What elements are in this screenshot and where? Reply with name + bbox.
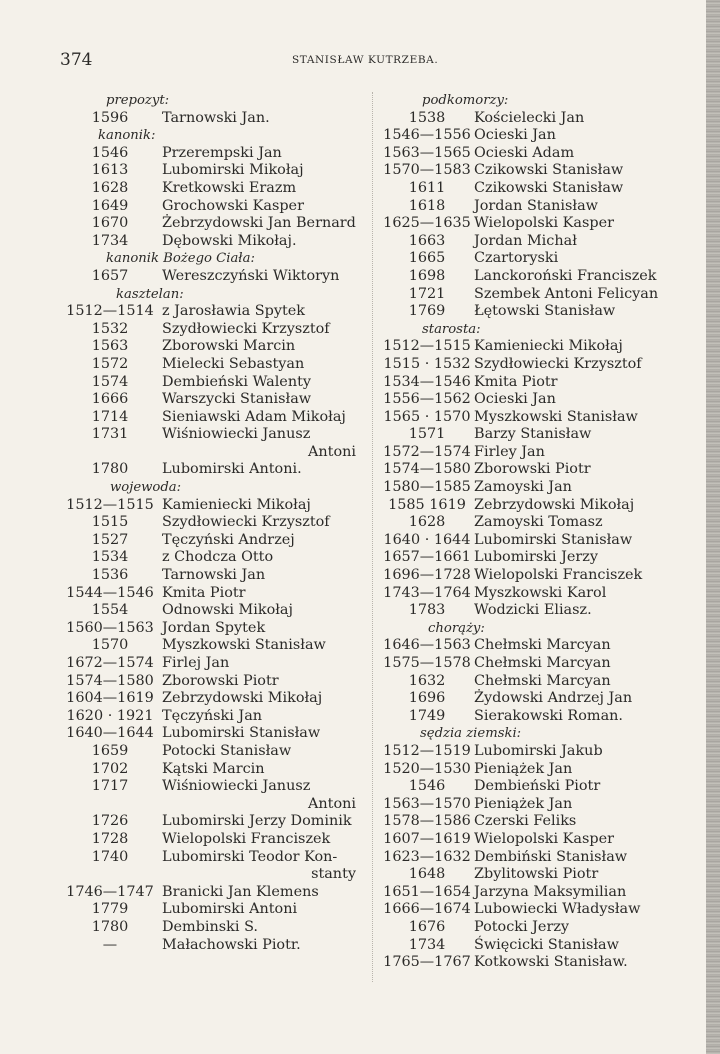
entry-year: 1556—1562 bbox=[383, 391, 471, 408]
entry-row bbox=[380, 901, 680, 919]
entry-year: 1714 bbox=[91, 408, 129, 425]
section-heading: kanonik: bbox=[98, 128, 156, 144]
entry-year: 1670 bbox=[91, 215, 129, 232]
entry-row bbox=[58, 426, 378, 444]
entry-row bbox=[380, 849, 680, 867]
entry-row bbox=[380, 655, 680, 673]
entry-name: Wodzicki Eliasz. bbox=[474, 602, 592, 619]
entry-year: 1538 bbox=[408, 109, 446, 126]
entry-row bbox=[380, 637, 680, 655]
entry-row bbox=[380, 585, 680, 603]
entry-name: Tarnowski Jan. bbox=[162, 109, 270, 126]
entry-name: Zbylitowski Piotr bbox=[474, 866, 599, 883]
entry-year: 1575—1578 bbox=[383, 655, 471, 671]
entry-name: Lubomirski Jakub bbox=[474, 742, 603, 759]
entry-name: Dembinski S. bbox=[162, 918, 258, 935]
entry-year: 1565 · 1570 bbox=[383, 408, 471, 425]
entry-name: Ocieski Adam bbox=[474, 144, 575, 161]
entry-row bbox=[380, 602, 680, 620]
entry-row bbox=[380, 338, 680, 356]
entry-year: 1604—1619 bbox=[66, 690, 154, 707]
entry-name: Grochowski Kasper bbox=[162, 197, 304, 214]
entry-row bbox=[58, 831, 378, 849]
entry-row bbox=[380, 268, 680, 286]
entry-year: 1585 1619 bbox=[388, 496, 466, 513]
entry-row bbox=[58, 778, 378, 796]
entry-year: 1544—1546 bbox=[66, 584, 154, 601]
entry-year: 1534—1546 bbox=[383, 373, 471, 390]
entry-name: Szydłowiecki Krzysztof bbox=[474, 355, 642, 372]
entry-year: 1512—1515 bbox=[383, 338, 471, 355]
entry-row bbox=[380, 514, 680, 532]
entry-row bbox=[58, 321, 378, 339]
entry-name: Kościelecki Jan bbox=[474, 109, 585, 126]
entry-year: 1572—1574 bbox=[383, 443, 471, 460]
entry-row bbox=[380, 937, 680, 955]
entry-year: 1520—1530 bbox=[383, 760, 471, 777]
entry-row bbox=[380, 461, 680, 479]
entry-row bbox=[58, 567, 378, 585]
entry-row bbox=[58, 215, 378, 233]
entry-year: 1640—1644 bbox=[66, 725, 154, 742]
entry-year: 1666 bbox=[91, 391, 129, 408]
entry-year: 1696 bbox=[408, 690, 446, 707]
entry-name: Warszycki Stanisław bbox=[162, 391, 312, 408]
entry-row bbox=[58, 198, 378, 216]
section-heading: prepozyt: bbox=[106, 93, 170, 108]
entry-name: Myszkowski Stanisław bbox=[162, 637, 326, 654]
entry-year: 1534 bbox=[91, 549, 129, 566]
entry-year: 1623—1632 bbox=[383, 848, 471, 865]
entry-row bbox=[58, 708, 378, 726]
entry-name: Barzy Stanisław bbox=[474, 426, 592, 443]
entry-year: 1574—1580 bbox=[383, 461, 471, 478]
entry-row bbox=[58, 602, 378, 620]
entry-row bbox=[58, 180, 378, 198]
entry-name: Lubomirski Mikołaj bbox=[162, 162, 304, 179]
entry-year: 1649 bbox=[91, 197, 129, 214]
entry-row bbox=[380, 954, 680, 972]
entry-year: 1743—1764 bbox=[383, 584, 471, 601]
entry-row bbox=[58, 655, 378, 673]
entry-name: Sierakowski Roman. bbox=[474, 707, 623, 724]
entry-name: Zebrzydowski Mikołaj bbox=[162, 690, 323, 707]
entry-row bbox=[380, 778, 680, 796]
entry-name: Wielopolski Kasper bbox=[474, 215, 615, 232]
entry-name: Potocki Jerzy bbox=[474, 918, 570, 935]
entry-name: Tarnowski Jan bbox=[162, 567, 266, 584]
entry-name: Żydowski Andrzej Jan bbox=[474, 690, 633, 707]
entry-name: Wielopolski Kasper bbox=[474, 830, 615, 847]
entry-year: 1607—1619 bbox=[383, 830, 471, 847]
entry-year: 1698 bbox=[408, 267, 446, 284]
entry-name: Jarzyna Maksymilian bbox=[474, 883, 627, 900]
entry-row bbox=[380, 567, 680, 585]
name-continuation: Antoni bbox=[308, 443, 356, 460]
entry-row bbox=[380, 374, 680, 392]
entry-row bbox=[58, 162, 378, 180]
entry-row bbox=[58, 690, 378, 708]
entry-row bbox=[380, 303, 680, 321]
entry-name: Szydłowiecki Krzysztof bbox=[162, 320, 330, 337]
entry-row bbox=[58, 497, 378, 515]
entry-row bbox=[380, 233, 680, 251]
entry-name: Wiśniowiecki Janusz bbox=[162, 778, 311, 795]
section-heading: starosta: bbox=[422, 321, 481, 337]
entry-row bbox=[380, 497, 680, 515]
entry-name: Zamoyski Tomasz bbox=[474, 514, 603, 531]
entry-name: Potocki Stanisław bbox=[162, 742, 292, 759]
entry-row bbox=[58, 725, 378, 743]
entry-year: 1563 bbox=[91, 338, 129, 355]
entry-name: Wiśniowiecki Janusz bbox=[162, 426, 311, 443]
entry-name: Lubomirski Teodor Kon- bbox=[162, 848, 338, 865]
entry-year: 1572 bbox=[91, 355, 129, 372]
entry-year: 1628 bbox=[408, 514, 446, 531]
entry-row bbox=[380, 444, 680, 462]
entry-row bbox=[58, 743, 378, 761]
entry-year: 1613 bbox=[91, 162, 129, 179]
entry-row bbox=[380, 286, 680, 304]
entry-year: 1596 bbox=[91, 109, 129, 126]
entry-row bbox=[380, 145, 680, 163]
entry-year: 1625—1635 bbox=[383, 215, 471, 232]
entry-year: 1546—1556 bbox=[383, 127, 471, 144]
entry-name: Dębowski Mikołaj. bbox=[162, 232, 297, 249]
entry-name: Zebrzydowski Mikołaj bbox=[474, 496, 635, 513]
entry-year: 1515 · 1532 bbox=[383, 355, 471, 372]
entry-row bbox=[380, 391, 680, 409]
entry-name: Czikowski Stanisław bbox=[474, 179, 624, 196]
entry-row bbox=[380, 198, 680, 216]
section-heading: kanonik Bożego Ciała: bbox=[106, 251, 255, 267]
entry-row bbox=[58, 145, 378, 163]
entry-name: Szydłowiecki Krzysztof bbox=[162, 514, 330, 531]
entry-name: Kotkowski Stanisław. bbox=[474, 954, 628, 971]
entry-year: 1734 bbox=[91, 232, 129, 249]
entry-year: 1734 bbox=[408, 936, 446, 953]
entry-year: 1726 bbox=[91, 813, 129, 830]
entry-row bbox=[58, 338, 378, 356]
entry-name: Tęczyński Jan bbox=[162, 707, 263, 724]
entry-row bbox=[58, 761, 378, 779]
entry-name: Szembek Antoni Felicyan bbox=[474, 285, 659, 302]
entry-row bbox=[380, 110, 680, 128]
entry-name: Chełmski Marcyan bbox=[474, 655, 611, 671]
entry-row bbox=[380, 919, 680, 937]
entry-year: 1618 bbox=[408, 197, 446, 214]
section-heading: chorąży: bbox=[428, 620, 485, 636]
entry-name: Lubowiecki Władysław bbox=[474, 901, 641, 918]
entry-name: Firlej Jan bbox=[162, 655, 230, 671]
entry-row bbox=[380, 866, 680, 884]
entry-row bbox=[58, 620, 378, 638]
entry-name: Łętowski Stanisław bbox=[474, 303, 616, 320]
entry-row bbox=[58, 637, 378, 655]
entry-name: Małachowski Piotr. bbox=[162, 936, 301, 953]
section-heading: kasztelan: bbox=[116, 286, 184, 302]
entry-name: Przerempski Jan bbox=[162, 144, 282, 161]
entry-year: 1676 bbox=[408, 918, 446, 935]
entry-name: Pieniążek Jan bbox=[474, 760, 573, 777]
entry-year: 1512—1519 bbox=[383, 742, 471, 759]
entry-name: Lubomirski Antoni bbox=[162, 901, 298, 918]
entry-name: Jordan Stanisław bbox=[474, 197, 598, 214]
entry-year: 1779 bbox=[91, 901, 129, 918]
entry-year: 1665 bbox=[408, 250, 446, 267]
entry-name: Chełmski Marcyan bbox=[474, 637, 611, 654]
entry-row bbox=[380, 426, 680, 444]
entry-name: Branicki Jan Klemens bbox=[162, 883, 319, 900]
entry-row bbox=[58, 356, 378, 374]
entry-row bbox=[380, 690, 680, 708]
entry-year: 1512—1514 bbox=[66, 303, 154, 320]
entry-row bbox=[380, 884, 680, 902]
entry-year: 1731 bbox=[91, 426, 129, 443]
entry-row bbox=[380, 549, 680, 567]
page-edge bbox=[706, 0, 720, 1054]
entry-name: Kątski Marcin bbox=[162, 760, 265, 777]
entry-row bbox=[58, 673, 378, 691]
entry-name: Odnowski Mikołaj bbox=[162, 602, 293, 619]
entry-row bbox=[58, 937, 378, 955]
entry-row bbox=[58, 884, 378, 902]
entry-year: 1780 bbox=[91, 461, 129, 478]
entry-year: 1666—1674 bbox=[383, 901, 471, 918]
entry-row bbox=[380, 127, 680, 145]
entry-row bbox=[380, 356, 680, 374]
entry-row bbox=[380, 250, 680, 268]
entry-row bbox=[58, 233, 378, 251]
entry-name: z Jarosławia Spytek bbox=[162, 303, 305, 320]
entry-name: Zborowski Marcin bbox=[162, 338, 296, 355]
entry-name: Zborowski Piotr bbox=[474, 461, 591, 478]
entry-name: Wereszczyński Wiktoryn bbox=[162, 267, 340, 284]
entry-year: 1628 bbox=[91, 179, 129, 196]
name-continuation: stanty bbox=[311, 866, 356, 883]
entry-name: Kmita Piotr bbox=[162, 584, 246, 601]
entry-row bbox=[380, 673, 680, 691]
entry-row bbox=[58, 110, 378, 128]
entry-row bbox=[58, 549, 378, 567]
entry-year: 1620 · 1921 bbox=[66, 707, 154, 724]
entry-year: 1532 bbox=[91, 320, 129, 337]
entry-name: Wielopolski Franciszek bbox=[474, 567, 643, 584]
entry-row bbox=[58, 919, 378, 937]
entry-year: 1728 bbox=[91, 830, 129, 847]
entry-name: Kmita Piotr bbox=[474, 373, 558, 390]
entry-row bbox=[380, 215, 680, 233]
entry-row bbox=[58, 514, 378, 532]
entry-year: 1749 bbox=[408, 707, 446, 724]
entry-year: 1721 bbox=[408, 285, 446, 302]
entry-name: Lubomirski Jerzy Dominik bbox=[162, 813, 352, 830]
entry-name: Żebrzydowski Jan Bernard bbox=[162, 215, 356, 232]
entry-row bbox=[58, 303, 378, 321]
entry-year: 1648 bbox=[408, 866, 446, 883]
entry-name: Lubomirski Antoni. bbox=[162, 461, 302, 478]
entry-year: 1546 bbox=[408, 778, 446, 795]
entry-year: 1570—1583 bbox=[383, 162, 471, 179]
entry-year: 1611 bbox=[408, 179, 446, 196]
section-heading: wojewoda: bbox=[110, 480, 182, 496]
entry-year: 1769 bbox=[408, 303, 446, 320]
entry-year: 1527 bbox=[91, 531, 129, 548]
section-heading: podkomorzy: bbox=[422, 93, 509, 108]
name-continuation: Antoni bbox=[308, 795, 356, 812]
entry-name: Dembieński Piotr bbox=[474, 778, 601, 795]
entry-row bbox=[380, 479, 680, 497]
entry-year: 1646—1563 bbox=[383, 637, 471, 654]
entry-name: Czikowski Stanisław bbox=[474, 162, 624, 179]
entry-row bbox=[380, 708, 680, 726]
entry-year: 1560—1563 bbox=[66, 619, 154, 636]
column-divider bbox=[372, 92, 373, 982]
entry-year: 1563—1565 bbox=[383, 144, 471, 161]
section-heading: sędzia ziemski: bbox=[420, 726, 522, 742]
entry-year: 1651—1654 bbox=[383, 883, 471, 900]
entry-row bbox=[58, 461, 378, 479]
entry-name: Czerski Feliks bbox=[474, 813, 577, 830]
entry-row bbox=[58, 849, 378, 867]
entry-row bbox=[380, 180, 680, 198]
entry-name: Czartoryski bbox=[474, 250, 559, 267]
entry-year: 1563—1570 bbox=[383, 795, 471, 812]
entry-name: Chełmski Marcyan bbox=[474, 672, 611, 689]
entry-row bbox=[58, 409, 378, 427]
entry-row bbox=[58, 532, 378, 550]
entry-year: 1746—1747 bbox=[66, 883, 154, 900]
entry-name: Myszkowski Stanisław bbox=[474, 408, 638, 425]
entry-year: 1659 bbox=[91, 742, 129, 759]
entry-year: 1512—1515 bbox=[66, 496, 154, 513]
entry-row bbox=[380, 831, 680, 849]
entry-name: Sieniawski Adam Mikołaj bbox=[162, 408, 346, 425]
entry-year: 1515 bbox=[91, 514, 129, 531]
entry-year: 1740 bbox=[91, 848, 129, 865]
entry-name: Kamieniecki Mikołaj bbox=[474, 338, 623, 355]
entry-name: Ocieski Jan bbox=[474, 391, 556, 408]
entry-row bbox=[58, 813, 378, 831]
entry-year: 1780 bbox=[91, 918, 129, 935]
entry-row bbox=[58, 268, 378, 286]
right-column bbox=[380, 92, 680, 972]
entry-name: Lubomirski Stanisław bbox=[162, 725, 321, 742]
running-title: STANISŁAW KUTRZEBA. bbox=[292, 54, 439, 66]
entry-row bbox=[58, 901, 378, 919]
entry-year: 1570 bbox=[91, 637, 129, 654]
entry-year: 1657 bbox=[91, 267, 129, 284]
entry-name: Dembieński Walenty bbox=[162, 373, 311, 390]
left-column bbox=[58, 92, 378, 954]
page-number: 374 bbox=[60, 50, 93, 70]
entry-year: 1574 bbox=[91, 373, 129, 390]
entry-year: 1783 bbox=[408, 602, 446, 619]
entry-name: Myszkowski Karol bbox=[474, 584, 607, 601]
entry-year: 1657—1661 bbox=[383, 549, 471, 566]
entry-year: — bbox=[102, 936, 118, 953]
entry-year: 1580—1585 bbox=[383, 479, 471, 496]
entry-name: Jordan Spytek bbox=[162, 619, 266, 636]
entry-year: 1578—1586 bbox=[383, 813, 471, 830]
entry-row bbox=[58, 585, 378, 603]
entry-name: z Chodcza Otto bbox=[162, 549, 274, 566]
entry-year: 1554 bbox=[91, 602, 129, 619]
entry-year: 1536 bbox=[91, 567, 129, 584]
entry-year: 1574—1580 bbox=[66, 672, 154, 689]
entry-name: Pieniążek Jan bbox=[474, 795, 573, 812]
entry-year: 1717 bbox=[91, 778, 129, 795]
entry-row bbox=[380, 796, 680, 814]
entry-name: Kamieniecki Mikołaj bbox=[162, 496, 311, 513]
entry-year: 1696—1728 bbox=[383, 567, 471, 584]
entry-row bbox=[58, 374, 378, 392]
entry-year: 1702 bbox=[91, 760, 129, 777]
entry-row bbox=[380, 532, 680, 550]
entry-year: 1632 bbox=[408, 672, 446, 689]
entry-name: Wielopolski Franciszek bbox=[162, 830, 331, 847]
entry-name: Dembiński Stanisław bbox=[474, 848, 628, 865]
entry-name: Święcicki Stanisław bbox=[474, 936, 619, 953]
entry-name: Zamoyski Jan bbox=[474, 479, 572, 496]
entry-year: 1640 · 1644 bbox=[383, 531, 471, 548]
entry-name: Lanckoroński Franciszek bbox=[474, 267, 657, 284]
entry-row bbox=[380, 409, 680, 427]
entry-name: Ocieski Jan bbox=[474, 127, 556, 144]
entry-row bbox=[380, 162, 680, 180]
entry-row bbox=[380, 743, 680, 761]
entry-year: 1571 bbox=[408, 426, 446, 443]
entry-row bbox=[380, 761, 680, 779]
entry-row bbox=[380, 813, 680, 831]
entry-name: Zborowski Piotr bbox=[162, 672, 279, 689]
entry-name: Lubomirski Stanisław bbox=[474, 531, 633, 548]
entry-name: Kretkowski Erazm bbox=[162, 179, 297, 196]
entry-name: Lubomirski Jerzy bbox=[474, 549, 598, 566]
entry-year: 1546 bbox=[91, 144, 129, 161]
entry-name: Jordan Michał bbox=[474, 232, 577, 249]
entry-year: 1663 bbox=[408, 232, 446, 249]
entry-name: Tęczyński Andrzej bbox=[162, 531, 295, 548]
entry-year: 1765—1767 bbox=[383, 954, 471, 971]
entry-name: Mielecki Sebastyan bbox=[162, 355, 305, 372]
entry-name: Firley Jan bbox=[474, 443, 545, 460]
entry-year: 1672—1574 bbox=[66, 655, 154, 671]
entry-row bbox=[58, 391, 378, 409]
